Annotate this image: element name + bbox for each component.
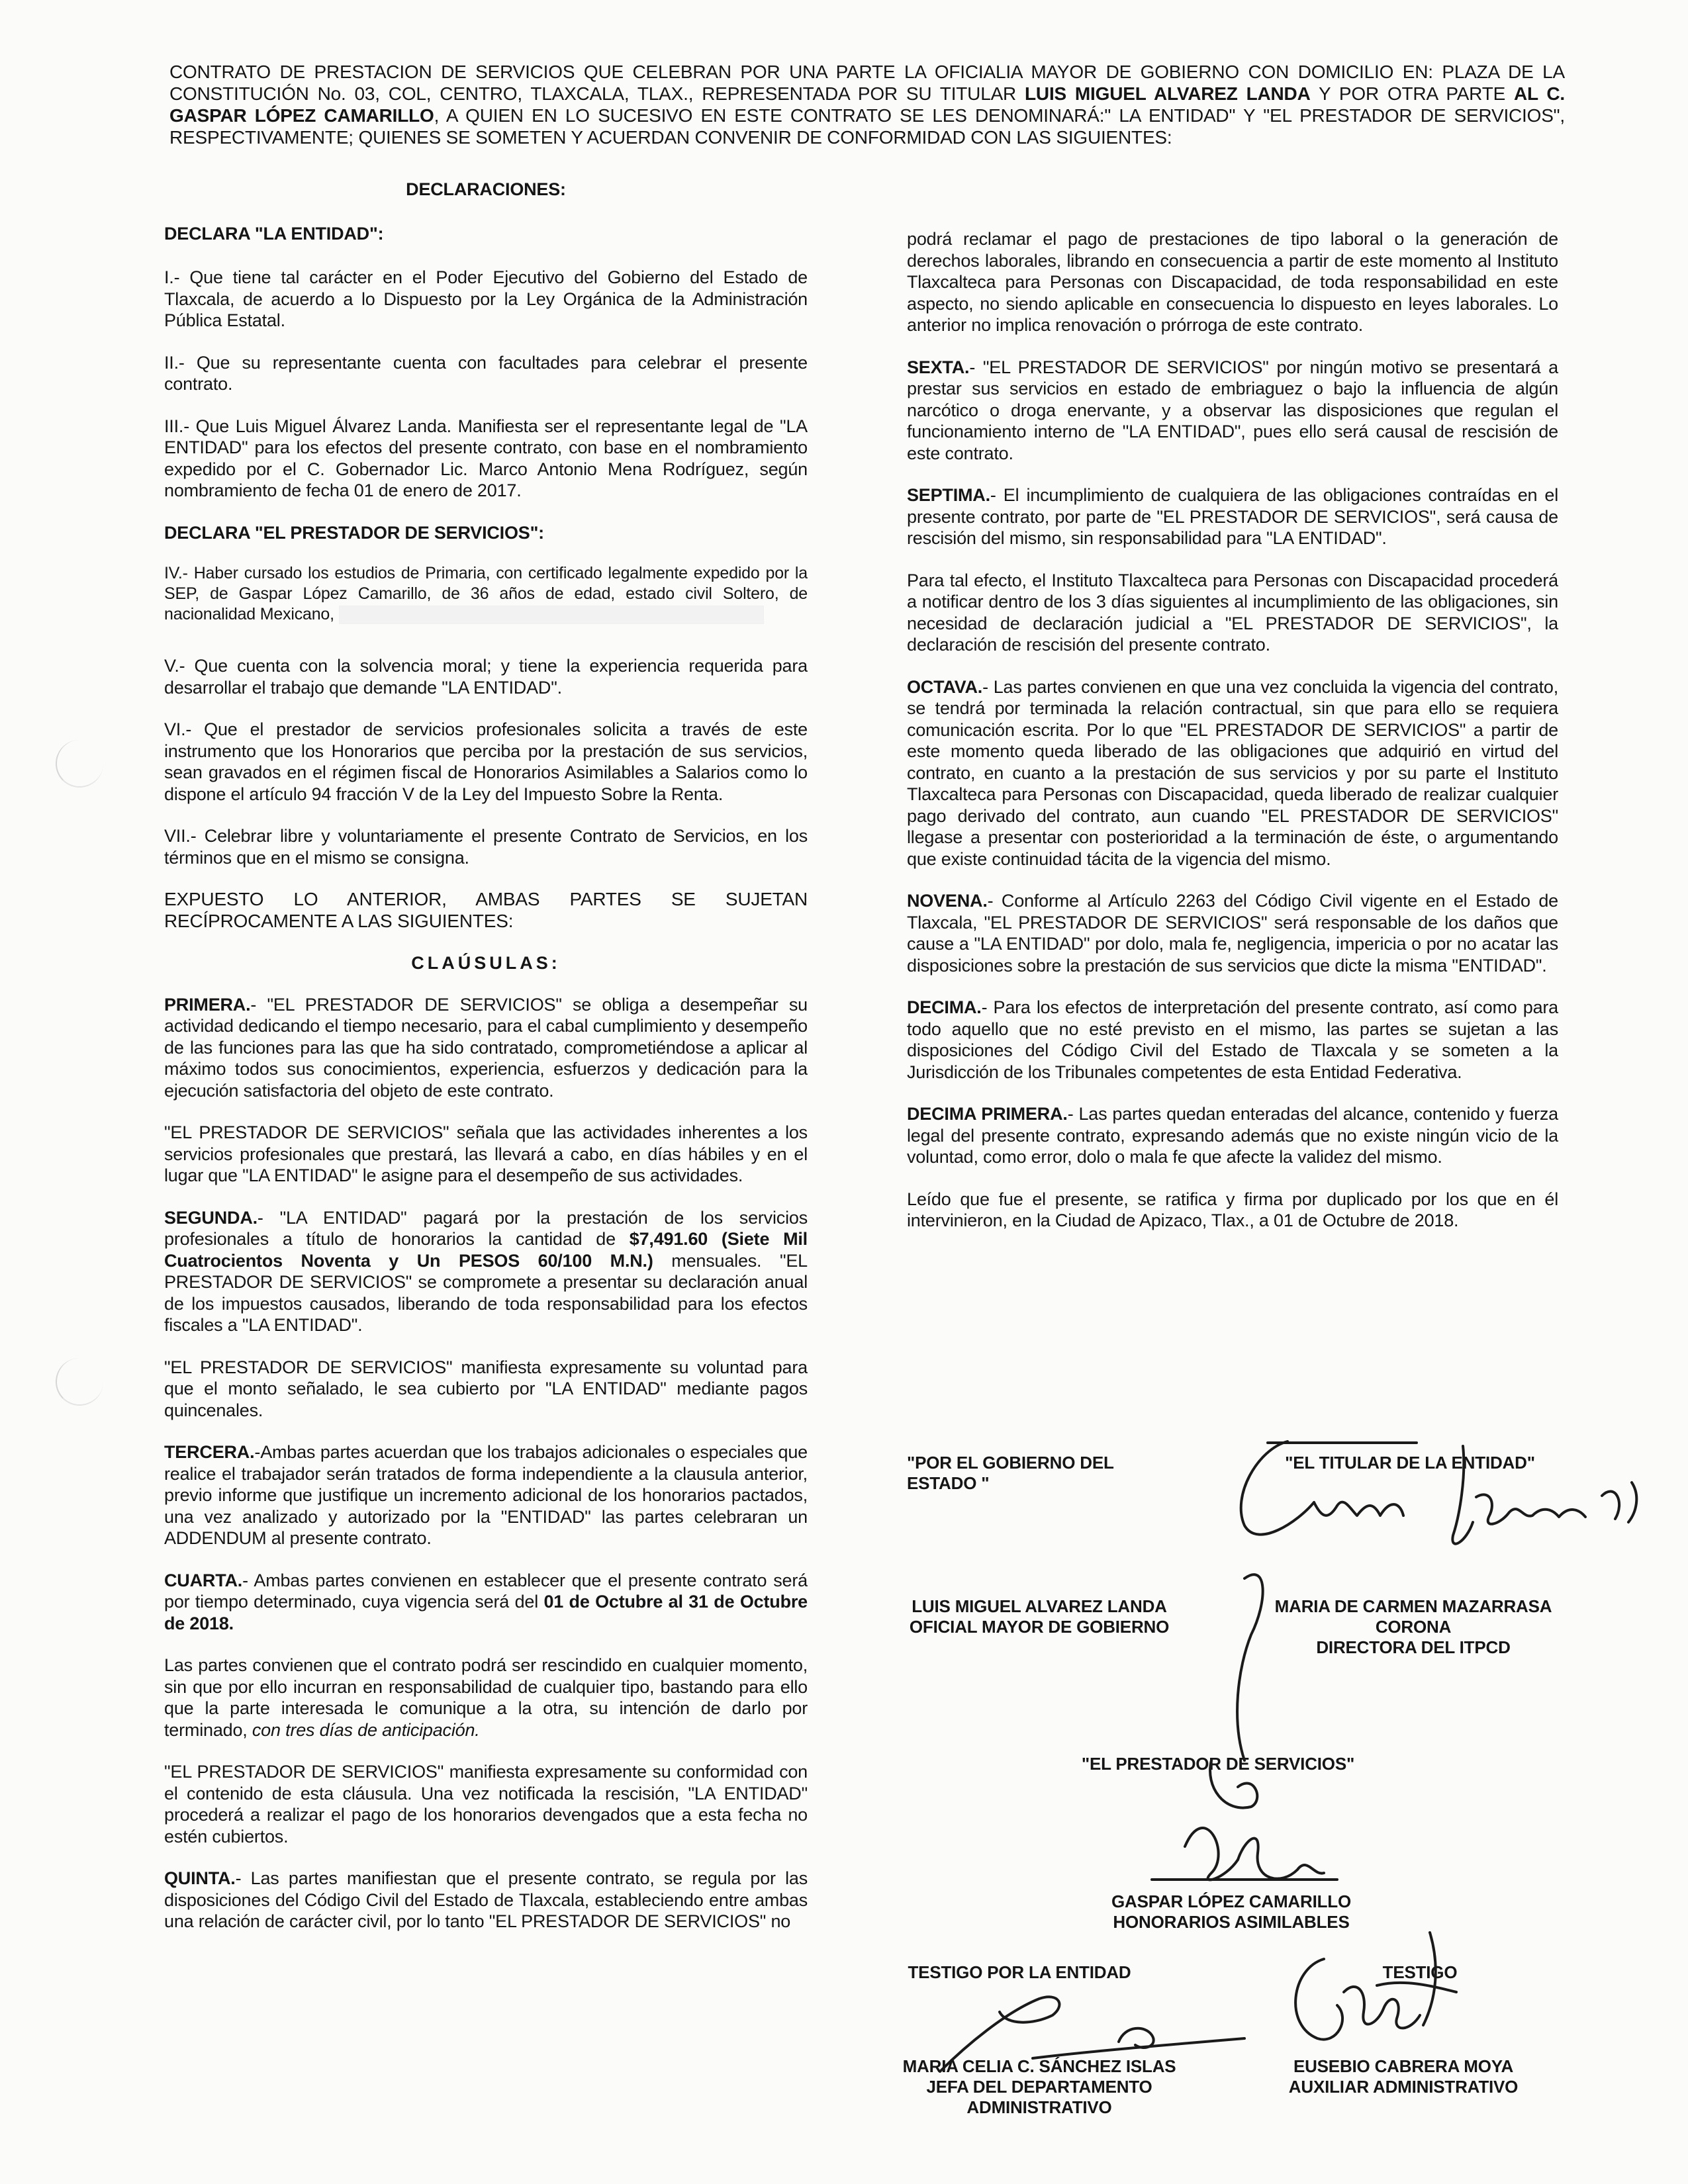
declara-entidad-heading: DECLARA "LA ENTIDAD": <box>164 223 384 244</box>
clausula-text: - "EL PRESTADOR DE SERVICIOS" por ningún motivo se presentará a prestar sus servicios en estado de embriaguez o bajo la influencia de algún narcótico o droga enervante, y a observar las disposiciones que regulan el funcionamiento interno de "LA ENTIDAD", pues ello será causal de rescisión de este contrato. <box>907 357 1558 463</box>
clausula-label: DECIMA. <box>907 997 982 1017</box>
clausula-segunda-c: "EL PRESTADOR DE SERVICIOS" manifiesta expresamente su voluntad para que el monto señalado, le sea cubierto por "LA ENTIDAD" mediante pagos quincenales. <box>164 1357 808 1420</box>
clausula-text-italic: con tres días de anticipación. <box>252 1719 480 1740</box>
clausula-text: - Conforme al Artículo 2263 del Código Civil vigente en el Estado de Tlaxcala, "EL PRESTADOR DE SERVICIOS" será responsable de los daños que cause a "LA ENTIDAD" por dolo, mala fe, negligencia, impericia o por no acatar las disposiciones sobre la prestación de sus servicios que dicte la misma "ENTIDAD". <box>907 891 1558 976</box>
leido-paragraph: Leído que fue el presente, se ratifica y firma por duplicado por los que en él intervinieron, en la Ciudad de Apizaco, Tlax., a 01 de Octubre de 2018. <box>907 1189 1558 1230</box>
declaracion-iv <box>164 563 808 625</box>
signer-name: CORONA <box>1375 1617 1452 1637</box>
declaracion-vi: VI.- Que el prestador de servicios profesionales solicita a través de este instrumento que los Honorarios que perciba por la prestación de sus servicios, sean gravados en el régimen fiscal de Honorarios Asimilables a Salarios como lo dispone el artículo 94 fracción V de la Ley del Impuesto Sobre la Renta. <box>164 719 808 804</box>
contract-header <box>169 61 1565 148</box>
signer-name: EUSEBIO CABRERA MOYA <box>1293 2056 1514 2076</box>
clausula-text: - Ambas partes convienen en establecer que el presente contrato será por tiempo determinado, cuya vigencia será del <box>164 1570 808 1612</box>
signer-name: GASPAR LÓPEZ CAMARILLO <box>1111 1891 1351 1911</box>
left-column <box>164 179 808 1953</box>
punch-hole-mark <box>56 740 103 788</box>
clausula-text: - "LA ENTIDAD" pagará por la prestación de los servicios profesionales a título de honorarios la cantidad de <box>164 1207 808 1249</box>
right-column <box>907 228 1558 1252</box>
clausula-label: SEPTIMA. <box>907 485 990 505</box>
header-text: , A QUIEN EN LO SUCESIVO EN ESTE CONTRATO SE LES DENOMINARÁ:" LA ENTIDAD" Y "EL PRESTADOR DE SERVICIOS", RESPECTIVAMENTE; QUIENES SE SOMETEN Y ACUERDAN CONVENIR DE CONFORMIDAD CON LAS SIGUIENTES: <box>169 105 1566 148</box>
clausula-septima-b: Para tal efecto, el Instituto Tlaxcalteca para Personas con Discapacidad procederá a notificar dentro de los 3 días siguientes al incumplimiento de las obligaciones, sin necesidad de declaración judicial a "EL PRESTADOR DE SERVICIOS", la declaración de rescisión del presente contrato. <box>907 570 1558 655</box>
signer-title: HONORARIOS ASIMILABLES <box>1113 1912 1350 1932</box>
declaracion-ii: II.- Que su representante cuenta con facultades para celebrar el presente contrato. <box>164 352 808 394</box>
testigo-entidad-heading: TESTIGO POR LA ENTIDAD <box>908 1962 1131 1982</box>
signer-name: LUIS MIGUEL ALVAREZ LANDA <box>912 1596 1167 1616</box>
declaracion-v: V.- Que cuenta con la solvencia moral; y tiene la experiencia requerida para desarrollar el trabajo que demande "LA ENTIDAD". <box>164 656 808 698</box>
titular-signature-block <box>1244 1596 1582 1658</box>
header-titular-name: LUIS MIGUEL ALVAREZ LANDA <box>1025 83 1311 104</box>
titular-heading: "EL TITULAR DE LA ENTIDAD" <box>1285 1453 1535 1473</box>
punch-hole-mark <box>56 1358 103 1406</box>
clausula-segunda <box>164 1207 808 1336</box>
declaraciones-title: DECLARACIONES: <box>406 179 566 199</box>
clausula-cuarta-b <box>164 1655 808 1741</box>
prestador-signature-block <box>1053 1891 1410 1933</box>
redacted-area <box>339 606 764 624</box>
clausula-label: SEGUNDA. <box>164 1207 258 1228</box>
clausula-text: - El incumplimiento de cualquiera de las obligaciones contraídas en el presente contrato, por parte de "EL PRESTADOR DE SERVICIOS", será causa de rescisión del mismo, sin responsabilidad para "LA ENTIDAD". <box>907 485 1558 548</box>
clausula-sexta <box>907 357 1558 465</box>
declara-prestador-heading: DECLARA "EL PRESTADOR DE SERVICIOS": <box>164 522 544 543</box>
clausula-novena <box>907 890 1558 976</box>
testigo-heading: TESTIGO <box>1382 1962 1458 1982</box>
clausula-label: NOVENA. <box>907 891 988 911</box>
signer-title: OFICIAL MAYOR DE GOBIERNO <box>909 1617 1170 1637</box>
clausula-quinta-cont: podrá reclamar el pago de prestaciones de tipo laboral o la generación de derechos laborales, librando en consecuencia a partir de este momento al Instituto Tlaxcalteca para Personas con Discapacidad, de toda responsabilidad en este aspecto, no siendo aplicable en consecuencia lo dispuesto en leyes laborales. Lo anterior no implica renovación o prórroga de este contrato. <box>907 229 1558 335</box>
clausula-label: DECIMA PRIMERA. <box>907 1104 1068 1124</box>
clausula-primera-b: "EL PRESTADOR DE SERVICIOS" señala que las actividades inherentes a los servicios profesionales que prestará, las llevará a cabo, en días hábiles y en el lugar que "LA ENTIDAD" le asigne para el desempeño de sus actividades. <box>164 1122 808 1185</box>
header-text: CONTRATO DE PRESTACION DE SERVICIOS QUE CELEBRAN POR UNA PARTE LA OFICIALIA MAYOR DE GOBIERNO CON DOMICILIO EN: PLAZA DE LA CONSTITUCIÓN No. 03, COL, CENTRO, TLAXCALA, TLAX., REPRESENTADA POR SU TITULAR <box>169 62 1565 104</box>
clausulas-title: CLAÚSULAS: <box>411 953 561 973</box>
signer-title: JEFA DEL DEPARTAMENTO <box>926 2077 1152 2097</box>
testigo-2-signature-block <box>1238 2056 1569 2097</box>
vigencia-dates: 01 de Octubre al 31 de Octubre de 2018. <box>164 1592 808 1633</box>
clausula-label: SEXTA. <box>907 357 970 377</box>
signer-title: ADMINISTRATIVO <box>966 2097 1112 2117</box>
clausula-label: OCTAVA. <box>907 676 983 697</box>
testigo-1-signature-block <box>880 2056 1198 2118</box>
clausula-text: - Las partes convienen en que una vez concluida la vigencia del contrato, se tendrá por terminada la relación contractual, sin que para ello se requiera comunicación escrita. Por lo que "EL PRESTADOR DE SERVICIOS" a partir de este momento queda liberado de las obligaciones que adquirió en virtud del contrato, en cuanto a la prestación de sus servicios y por su parte el Instituto Tlaxcalteca para Personas con Discapacidad, queda liberado de realizar cualquier pago derivado del contrato, aun cuando "EL PRESTADOR DE SERVICIOS" llegase a presentar con posterioridad a la terminación de éste, o argumentando que existe continuidad tácita de la vigencia del mismo. <box>907 676 1558 869</box>
prestador-heading: "EL PRESTADOR DE SERVICIOS" <box>1081 1754 1355 1774</box>
gobierno-heading: "POR EL GOBIERNO DEL ESTADO " <box>907 1453 1114 1493</box>
declaracion-iv-text: IV.- Haber cursado los estudios de Primaria, con certificado legalmente expedido por la SEP, de Gaspar López Camarillo, de 36 años de edad, estado civil Soltero, de nacionalidad Mexicano, <box>164 564 808 623</box>
clausula-label: CUARTA. <box>164 1570 243 1590</box>
declaracion-iii: III.- Que Luis Miguel Álvarez Landa. Manifiesta ser el representante legal de "LA ENTIDAD" para los efectos del presente contrato, con base en el nombramiento expedido por el C. Gobernador Lic. Marco Antonio Mena Rodríguez, según nombramiento de fecha 01 de enero de 2017. <box>164 416 808 500</box>
clausula-text: -Ambas partes acuerdan que los trabajos adicionales o especiales que realice el trabajador serán tratados de forma independiente a la clausula anterior, previo informe que justifique un incremento adicional de los honorarios pactados, una vez analizado y autorizado por la "ENTIDAD" las partes celebraran un ADDENDUM al presente contrato. <box>164 1442 808 1548</box>
clausula-label: TERCERA. <box>164 1442 255 1462</box>
signer-name: MARIA DE CARMEN MAZARRASA <box>1274 1596 1552 1616</box>
declaracion-vii: VII.- Celebrar libre y voluntariamente el presente Contrato de Servicios, en los términos que en el mismo se consigna. <box>164 826 808 868</box>
clausula-decima-primera <box>907 1103 1558 1168</box>
clausula-tercera <box>164 1441 808 1549</box>
honorarios-amount: $7,491.60 (Siete Mil Cuatrocientos Noventa y Un PESOS 60/100 M.N.) <box>164 1229 808 1271</box>
clausula-primera <box>164 994 808 1102</box>
clausula-septima <box>907 484 1558 549</box>
clausula-text: mensuales. "EL PRESTADOR DE SERVICIOS" se compromete a presentar su declaración anual de los impuestos causados, liberando de toda responsabilidad para los efectos fiscales a "LA ENTIDAD". <box>164 1250 808 1335</box>
clausula-text: - Para los efectos de interpretación del presente contrato, así como para todo aquello que no esté previsto en el mismo, las partes se sujetan a las disposiciones del Código Civil del Estado de Tlaxcala y se someten a la Jurisdicción de los Tribunales competentes de esta Entidad Federativa. <box>907 997 1558 1082</box>
declaracion-i: I.- Que tiene tal carácter en el Poder Ejecutivo del Gobierno del Estado de Tlaxcala, de acuerdo a lo Dispuesto por la Ley Orgánica de la Administración Pública Estatal. <box>164 267 808 330</box>
header-text: Y POR OTRA PARTE <box>1310 83 1515 104</box>
clausula-quinta <box>164 1868 808 1933</box>
clausula-text: - Las partes quedan enteradas del alcance, contenido y fuerza legal del presente contrato, expresando además que no existe ningún vicio de la voluntad, como error, dolo o mala fe que afecte la validez del mismo. <box>907 1104 1559 1167</box>
clausula-label: QUINTA. <box>164 1868 236 1888</box>
clausula-cuarta <box>164 1570 808 1635</box>
signer-name: MARIA CELIA C. SÁNCHEZ ISLAS <box>902 2056 1176 2076</box>
expuesto-paragraph: EXPUESTO LO ANTERIOR, AMBAS PARTES SE SUJETAN RECÍPROCAMENTE A LAS SIGUIENTES: <box>164 889 808 931</box>
gobierno-signature-block <box>880 1596 1198 1637</box>
clausula-decima <box>907 997 1558 1083</box>
clausula-label: PRIMERA. <box>164 994 251 1015</box>
header-prestador-name: AL C. GASPAR LÓPEZ CAMARILLO <box>169 83 1565 126</box>
signer-title: DIRECTORA DEL ITPCD <box>1316 1637 1511 1657</box>
clausula-cuarta-c: "EL PRESTADOR DE SERVICIOS" manifiesta expresamente su conformidad con el contenido de esta cláusula. Una vez notificada la rescisión, "LA ENTIDAD" procederá a realizar el pago de los honorarios devengados que a esta fecha no estén cubiertos. <box>164 1762 808 1846</box>
clausula-octava <box>907 676 1558 870</box>
clausula-text: Las partes convienen que el contrato podrá ser rescindido en cualquier momento, sin que por ello incurran en responsabilidad de cualquier tipo, bastando para ello que la parte interesada le comunique a la otra, su intención de darlo por terminado, <box>164 1655 808 1740</box>
clausula-text: - "EL PRESTADOR DE SERVICIOS" se obliga a desempeñar su actividad dedicando el tiempo necesario, para el cabal cumplimiento y desempeño de las funciones para las que ha sido contratado, comprometiéndose a aplicar al máximo todos sus conocimientos, experiencia, esfuerzos y dedicación para la ejecución satisfactoria del objeto de este contrato. <box>164 994 808 1101</box>
signer-title: AUXILIAR ADMINISTRATIVO <box>1288 2077 1519 2097</box>
testigo-2-signature-drawing <box>1295 1933 1456 2040</box>
clausula-text: - Las partes manifiestan que el presente contrato, se regula por las disposiciones del Código Civil del Estado de Tlaxcala, estableciendo entre ambas una relación de carácter civil, por lo tanto "EL PRESTADOR DE SERVICIOS" no <box>164 1868 808 1931</box>
